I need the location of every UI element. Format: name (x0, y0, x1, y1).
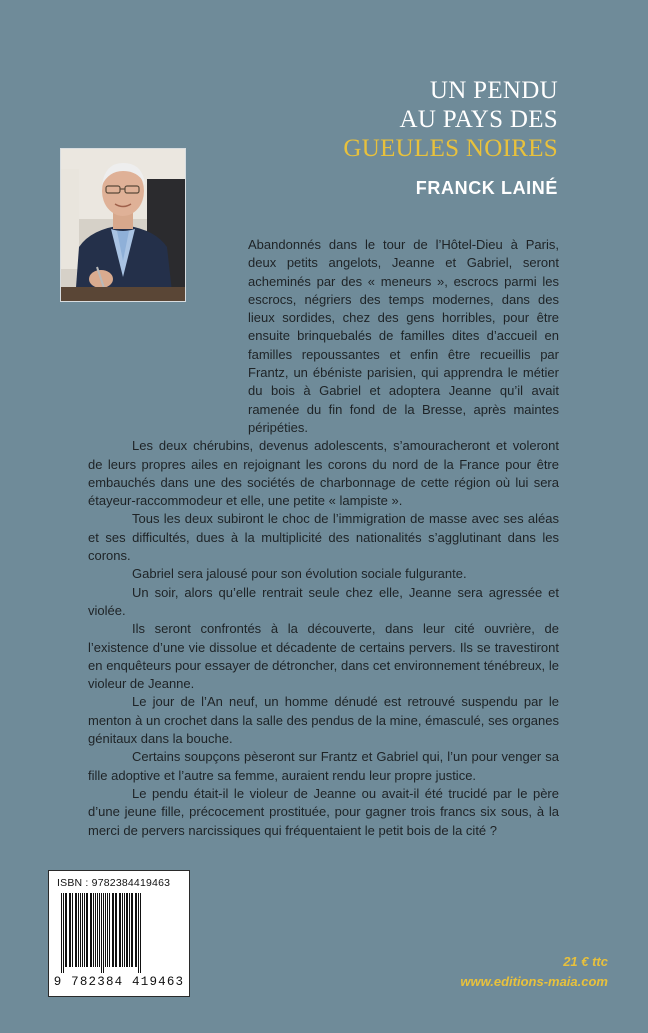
synopsis-paragraph: Ils seront confrontés à la découverte, dans leur cité ouvrière, de l’existence d’une vie dissolue et décadente de certains pervers. Ils se travestiront en enquêteurs pour essayer de détroncher, dans cet environnement ténébreux, le violeur de Jeanne. (88, 621, 559, 692)
publisher-website: www.editions-maia.com (460, 974, 608, 989)
barcode-bar (90, 893, 92, 967)
barcode-digits: 9 782384 419463 (53, 975, 185, 989)
barcode-bar (99, 893, 100, 967)
barcode-bar (105, 893, 106, 967)
barcode-bar (109, 893, 110, 967)
synopsis-paragraph: Le pendu était-il le violeur de Jeanne ou avait-il été trucidé par le père d’une jeune fille, précocement prostituée, pour gagner trois francs six sous, à la merci de pervers narcissiques qui fréquentaient le petit bois de la cité ? (88, 785, 559, 838)
barcode-bar (115, 893, 117, 967)
barcode-bar (80, 893, 81, 967)
barcode-bar (93, 893, 94, 967)
barcode-bar (138, 893, 139, 973)
synopsis-paragraph: Gabriel sera jalousé pour son évolution sociale fulgurante. (132, 566, 467, 582)
barcode-bar (75, 893, 77, 967)
barcode-bar (112, 893, 114, 967)
synopsis (88, 236, 559, 840)
isbn-barcode-box (48, 870, 190, 997)
synopsis-paragraph: Le jour de l’An neuf, un homme dénudé est retrouvé suspendu par le menton à un crochet dans la salle des pendus de la mine, émasculé, ses organes génitaux dans la bouche. (88, 694, 559, 747)
barcode-bar (103, 893, 104, 973)
barcode-bar (86, 893, 88, 967)
barcode-bar (131, 893, 133, 967)
synopsis-paragraph: Abandonnés dans le tour de l’Hôtel-Dieu à Paris, deux petits angelots, Jeanne et Gabriel, seront acheminés par des « meneurs », escrocs parmi les escrocs, négriers des temps modernes, dans des lieux sordides, chez des gens horribles, pour être ensuite brinquebalés de familles dites d’accueil en familles repoussantes et enfin être recueillis par Frantz, un ébéniste parisien, qui apprendra le métier du bois à Gabriel et adoptera Jeanne qu’il avait ramenée du fin fond de la Bresse, après maintes péripéties. (248, 237, 559, 435)
barcode-bar (61, 893, 62, 973)
title-line-3: GUEULES NOIRES (343, 135, 558, 162)
barcode-bar (101, 893, 102, 973)
barcode-bar (95, 893, 96, 967)
synopsis-paragraph: Certains soupçons pèseront sur Frantz et Gabriel qui, l’un pour venger sa fille adoptive et l’autre sa femme, auraient rendu leur propre justice. (88, 749, 559, 783)
barcode (59, 893, 181, 973)
barcode-bar (124, 893, 125, 967)
synopsis-paragraph: Un soir, alors qu’elle rentrait seule chez elle, Jeanne sera agressée et violée. (88, 584, 559, 618)
title-line-2: AU PAYS DES (399, 106, 558, 133)
price: 21 € ttc (563, 954, 608, 969)
isbn-label: ISBN : 9782384419463 (57, 877, 171, 889)
barcode-bar (82, 893, 83, 967)
barcode-bar (107, 893, 108, 967)
barcode-bar (72, 893, 73, 967)
barcode-bar (122, 893, 123, 967)
barcode-bar (84, 893, 85, 967)
barcode-bar (65, 893, 67, 967)
barcode-bar (135, 893, 137, 967)
synopsis-paragraph: Tous les deux subiront le choc de l’immigration de masse avec ses aléas et ses difficultés, dues à la multiplicité des nationalités s’agglutinant dans les corons. (88, 511, 559, 564)
barcode-bar (140, 893, 141, 973)
barcode-bar (69, 893, 71, 967)
barcode-bar (78, 893, 79, 967)
barcode-bar (119, 893, 121, 967)
author-name: FRANCK LAINÉ (415, 178, 558, 198)
title-line-1: UN PENDU (429, 77, 558, 104)
book-title (343, 76, 558, 163)
synopsis-paragraph: Les deux chérubins, devenus adolescents, s’amouracheront et voleront de leurs propres ailes en rejoignant les corons du nord de la France pour être embauchés dans une des sociétés de charbonnage de cette région où lui sera étayeur-raccommodeur et elle, une petite « lampiste ». (88, 438, 559, 509)
barcode-bar (126, 893, 128, 967)
barcode-bar (97, 893, 98, 967)
barcode-bar (129, 893, 130, 967)
barcode-bar (63, 893, 64, 973)
